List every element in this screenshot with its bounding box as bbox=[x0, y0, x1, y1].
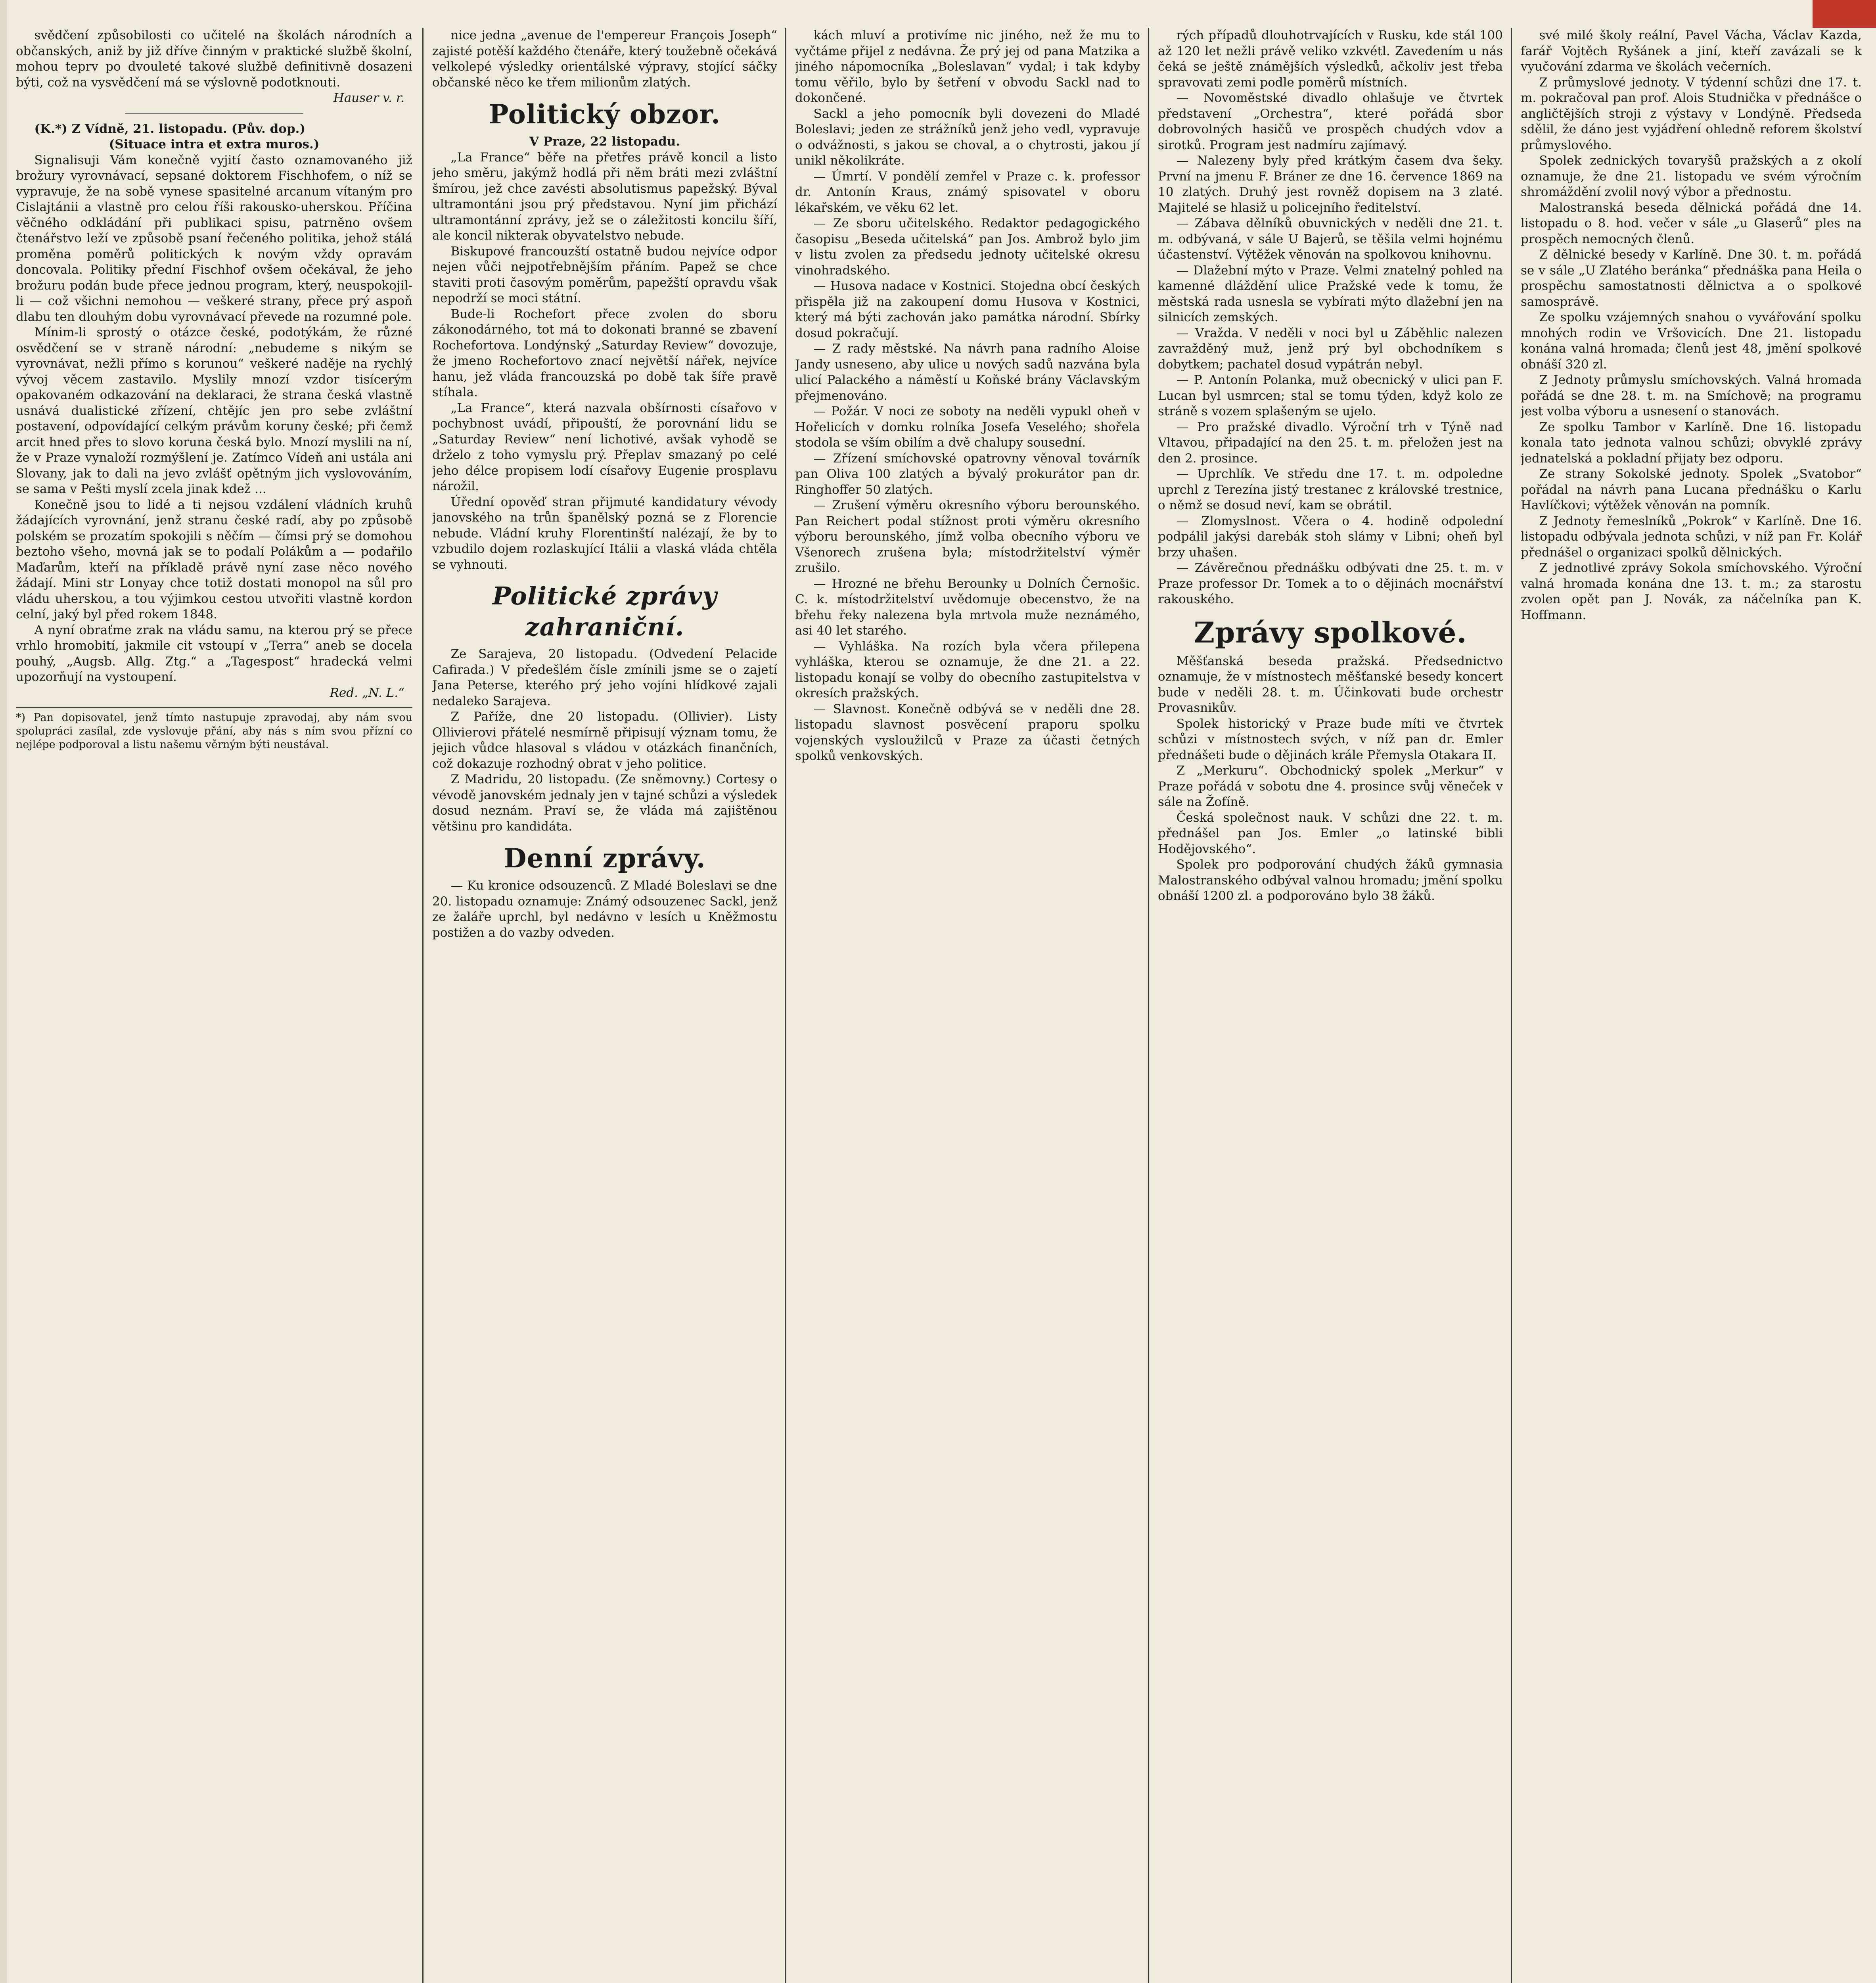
section-heading-denni-zpravy: Denní zprávy. bbox=[504, 843, 706, 874]
column-3 bbox=[795, 28, 1140, 1983]
section-heading-zpravy-spolkove: Zprávy spolkové. bbox=[1194, 615, 1467, 649]
column-2 bbox=[432, 28, 777, 1983]
article-text: kách mluví a protivíme nic jiného, než že mu to vyčtáme přijel z nedávna. Že prý jej od pana Matzika a jiného nápomocníka „Boleslavan“ vydal; i tak kdyby tomu věřilo, bylo by šetření v obvodu Sackl nad to dokončené. bbox=[795, 28, 1140, 105]
article-text: „La France“ běře na přetřes právě koncil a listo jeho směru, jakýmž hodlá při něm bráti mezi zvláštní šmírou, jež chce zavésti absolutismus papežský. Býval ultramontáni jsou prý představou. Nyní jim přichází ultramontánní zprávy, jež se o záležitosti koncilu šíří, ale koncil nikterak obyvatelstvo nebude. bbox=[432, 150, 777, 243]
article-text: Z průmyslové jednoty. V týdenní schůzi dne 17. t. m. pokračoval pan prof. Alois Studnička v přednášce o angličtějších stroji z výstavy v Londýně. Předseda sdělil, že dáno jest vyjádření ohledně reforem školství průmyslového. bbox=[1521, 75, 1862, 152]
scan-edge bbox=[0, 0, 7, 1983]
column-rule bbox=[422, 28, 423, 1983]
column-rule bbox=[785, 28, 786, 1983]
section-heading-politicky-obzor: Politický obzor. bbox=[489, 99, 721, 130]
article-text: — Ze sboru učitelského. Redaktor pedagogického časopisu „Beseda učitelská“ pan Jos. Ambrož bylo jim v listu zvolen za předsedu jednoty učitelské okresu vinohradského. bbox=[795, 216, 1140, 278]
article-subtitle: (Situace intra et extra muros.) bbox=[109, 137, 320, 152]
article-text: Úřední opověď stran přijmuté kandidatury vévody janovského na trůn španělský pozná se z Florencie nebude. Vládní kruhy Florentinští nalézají, že by to vzbudilo dojem rozlaskující Itálii a vlaská vláda chtěla se vyhnouti. bbox=[432, 495, 777, 572]
article-signature: Hauser v. r. bbox=[333, 91, 404, 105]
article-text: „La France“, která nazvala obšírnosti císařovo v pochybnost uvádí, připouští, že porovnání lidu se „Saturday Review“ není lichotivé, avšak vyhodě se drželo z toho vymyslu prý. Přeplav smazaný po celé jeho délce propisem lodí císařovy Eugenie prosplavu nárožil. bbox=[432, 401, 777, 493]
article-text: Ze strany Sokolské jednoty. Spolek „Svatobor“ pořádal na návrh pana Lucana přednášku o Karlu Havlíčkovi; výtěžek věnován na pomník. bbox=[1521, 467, 1862, 512]
article-text: — Husova nadace v Kostnici. Stojedna obcí českých přispěla již na zakoupení domu Husova v Kostnici, který má býti zachován jako památka národní. Sbírky dosud pokračují. bbox=[795, 279, 1140, 340]
article-text: — Požár. V noci ze soboty na neděli vypukl oheň v Hořelicích v domku rolníka Josefa Veselého; shořela stodola se vším obilím a dvě chalupy sousední. bbox=[795, 404, 1140, 450]
column-1 bbox=[16, 28, 412, 1983]
article-text: — Novoměstské divadlo ohlašuje ve čtvrtek představení „Orchestra“, které pořádá sbor dobrovolných hasičů ve prospěch chudých vdov a sirotků. Program jest nadmíru zajímavý. bbox=[1158, 91, 1503, 152]
article-text: — Z rady městské. Na návrh pana radního Aloise Jandy usneseno, aby ulice u nových sadů nazvána byla ulicí Palackého a náměstí u Koňské brány Václavským přejmenováno. bbox=[795, 341, 1140, 403]
article-text: Bude-li Rochefort přece zvolen do sboru zákonodárného, tot má to dokonati branné se zbavení Rochefortova. Londýnský „Saturday Review“ dovozuje, že jmeno Rochefortovo znací největší nářek, nejvíce hanu, jež vláda francouzská po době tak šíře pravě stíhala. bbox=[432, 307, 777, 399]
article-text: — Pro pražské divadlo. Výroční trh v Týně nad Vltavou, připadající na den 25. t. m. přeložen jest na den 2. prosince. bbox=[1158, 420, 1503, 466]
article-text: — Zlomyslnost. Včera o 4. hodině odpolední podpálil jakýsi darebák stoh slámy v Libni; oheň byl brzy uhašen. bbox=[1158, 514, 1503, 560]
article-text: A nyní obraťme zrak na vládu samu, na kterou prý se přece vrhlo hromobití, jakmile cit vstoupí v „Terra“ aneb se docela pouhý, „Augsb. Allg. Ztg.“ a „Tagespost“ hradecká velmi upozorňují na vystoupení. bbox=[16, 623, 412, 684]
column-5 bbox=[1521, 28, 1862, 1983]
article-text: Spolek pro podporování chudých žáků gymnasia Malostranského odbýval valnou hromadu; jmění spolku obnáší 1200 zl. a podporováno bylo 38 žáků. bbox=[1158, 857, 1503, 903]
article-text: — Hrozné ne břehu Berounky u Dolních Černošic. C. k. místodržitelství uvědomuje obecenstvo, že na břehu řeky nalezena byla mrtvola muže neznámého, asi 40 let starého. bbox=[795, 576, 1140, 638]
section-heading-zahranicni: Politické zprávy zahraniční. bbox=[492, 581, 717, 641]
article-text: Malostranská beseda dělnická pořádá dne 14. listopadu o 8. hod. večer v sále „u Glaserů“ ples na prospěch nemocných členů. bbox=[1521, 200, 1862, 246]
article-text: Sackl a jeho pomocník byli dovezeni do Mladé Boleslavi; jeden ze strážníků jenž jeho vedl, vypravuje o odvážnosti, s jakou se choval, a o chytrosti, jakou jí unikl několikráte. bbox=[795, 106, 1140, 168]
article-text: Spolek zednických tovaryšů pražských a z okolí oznamuje, že dne 21. listopadu ve svém výročním shromáždění zvolil nový výbor a přednostu. bbox=[1521, 153, 1862, 199]
article-text: — Zřízení smíchovské opatrovny věnoval továrník pan Oliva 100 zlatých a bývalý prokurátor pan dr. Ringhoffer 50 zlatých. bbox=[795, 451, 1140, 497]
column-rule bbox=[1148, 28, 1149, 1983]
article-text: Z „Merkuru“. Obchodnický spolek „Merkur“ v Praze pořádá v sobotu dne 4. prosince svůj věneček v sále na Žofíně. bbox=[1158, 763, 1503, 809]
corner-tab bbox=[1813, 0, 1876, 28]
article-text: — Vražda. V neděli v noci byl u Záběhlic nalezen zavražděný muž, jenž prý byl obchodníkem s dobytkem; pachatel dosud vypátrán nebyl. bbox=[1158, 326, 1503, 372]
article-text: — Slavnost. Konečně odbývá se v neděli dne 28. listopadu slavnost posvěcení praporu spolku vojenských vysloužilců v Praze za účasti četných spolků venkovských. bbox=[795, 702, 1140, 763]
article-text: Z jednotlivé zprávy Sokola smíchovského. Výroční valná hromada konána dne 13. t. m.; za starostu zvolen opět pan J. Novák, za náčelníka pan K. Hoffmann. bbox=[1521, 561, 1862, 622]
article-dateline: V Praze, 22 listopadu. bbox=[529, 134, 680, 149]
article-text: Z Paříže, dne 20 listopadu. (Ollivier). Listy Ollivierovi přátelé nesmírně připisují význam tomu, že jejich vůdce hlasoval s vládou v otázkách finančních, což dokazuje rozhodný obrat v jeho politice. bbox=[432, 710, 777, 771]
column-4 bbox=[1158, 28, 1503, 1983]
article-text: Ze spolku Tambor v Karlíně. Dne 16. listopadu konala tato jednota valnou schůzi; obvyklé zprávy jednatelská a pokladní přijaty bez odporu. bbox=[1521, 420, 1862, 466]
article-text: Měšťanská beseda pražská. Předsednictvo oznamuje, že v místnostech měšťanské besedy koncert bude v neděli 28. t. m. Účinkovati bude orchestr Provasnikův. bbox=[1158, 654, 1503, 715]
article-text: rých případů dlouhotrvajících v Rusku, kde stál 100 až 120 let nežli právě veliko vzkvétl. Zavedením u nás čeká se ještě známějších výsledků, ačkoliv jest třeba spravovati zemi podle poměrů místních. bbox=[1158, 28, 1503, 90]
article-text: Konečně jsou to lidé a ti nejsou vzdálení vládních kruhů žádajících vyrovnání, jenž stranu české radí, aby po způsobě polském se prozatím spokojili s něčím — čímsi prý se domohou beztoho všeho, movná jak se to podalí Polákům a — podařilo Maďarům, kteří na příkladě právě nyní zase něco nového žádají. Mini str Lonyay chce totiž dostati monopol na sůl pro vládu uherskou, a tou výjimkou cestou utvořiti vlastně kordon celní, jaký byl před rokem 1848. bbox=[16, 497, 412, 621]
article-text: Biskupové francouzští ostatně budou nejvíce odpor nejen vůči nejpotřebnějším přáním. Papež se chce staviti proti časovým poměrům, papežští opravdu však nepodrží se moci státní. bbox=[432, 244, 777, 305]
article-text: Mínim-li sprostý o otázce české, podotýkám, že různé osvědčení se v straně národní: „nebudeme s nikým se vyrovnávat, nežli přímo s korunou“ veškeré naděje na rychlý vývoj věcem zastavilo. Myslily mnozí vzdor tisícerým opakovaném odkazování na deklaraci, že strana česká vlastně usnává dualistické zřízení, chtějíc jen pro sebe zvláštní postavení, odpovídající celkým právům koruny české; při čemž arcit hned přes to slovo koruna česká bylo. Mnozí myslili na ní, že v Praze vynaloží rozmýšlení je. Zatímco Vídeň ani ustála ani Slovany, jak to dali na jevo zvlášť opětným jich vyslovováním, se sama v Pešti myslí zcela jinak kdež ... bbox=[16, 325, 412, 496]
article-text: — Úmrtí. V pondělí zemřel v Praze c. k. professor dr. Antonín Kraus, známý spisovatel v oboru lékařském, ve věku 62 let. bbox=[795, 169, 1140, 215]
article-text: Z Jednoty řemeslníků „Pokrok“ v Karlíně. Dne 16. listopadu odbývala jednota schůzi, v níž pan Fr. Kolář přednášel o organizaci spolků dělnických. bbox=[1521, 514, 1862, 560]
article-dateline: (K.*) Z Vídně, 21. listopadu. (Pův. dop.) bbox=[34, 121, 306, 136]
article-text: — Zábava dělníků obuvnických v neděli dne 21. t. m. odbývaná, v sále U Bajerů, se těšila velmi hojnému účastenství. Výtěžek věnován na spolkovou knihovnu. bbox=[1158, 216, 1503, 262]
article-text: — Zrušení výměru okresního výboru berounského. Pan Reichert podal stížnost proti výměru okresního výboru berounského, jímž volba obecního výboru ve Všenorech zrušena byla; místodržitelství výměr zrušilo. bbox=[795, 498, 1140, 575]
article-text: — Vyhláška. Na rozích byla včera přilepena vyhláška, kterou se oznamuje, že dne 21. a 22. listopadu konají se volby do obecního zastupitelstva v okresích pražských. bbox=[795, 639, 1140, 700]
article-text: — Uprchlík. Ve středu dne 17. t. m. odpoledne uprchl z Terezína jistý trestanec z královské trestnice, o němž se dosud neví, kam se obrátil. bbox=[1158, 467, 1503, 512]
article-text: své milé školy reální, Pavel Vácha, Václav Kazda, farář Vojtěch Ryšánek a jiní, kteří zavázali se k vyučování zdarma ve školách večerních. bbox=[1521, 28, 1862, 74]
column-rule bbox=[1511, 28, 1512, 1983]
article-text: Z dělnické besedy v Karlíně. Dne 30. t. m. pořádá se v sále „U Zlatého beránka“ přednáška pana Heila o prospěchu samostatnosti dělnictva a o spolkové samosprávě. bbox=[1521, 247, 1862, 309]
article-text: Signalisuji Vám konečně vyjití často oznamovaného již brožury vyrovnávací, sepsané doktorem Fischhofem, o níž se vypravuje, že na sobě vynese spasitelné arcanum vítaným pro Cislajtánii a vlastně pro celou říši rakousko-uherskou. Příčina věčného odkládání při publikaci spisu, patrněno ovšem čtenářstvo leží ve způsobě psaní řečeného politika, jehož stálá proměna poměrů politických k novým vždy opravám doncovala. Politiky přední Fischhof ovšem očekával, že jeho brožuru podán bude přece jednou program, který, neuspokojil-li — což všichni nemohou — veškeré strany, přece prý aspoň dlabu ten dlouhým dobu vyrovnávací převede na rozumné pole. bbox=[16, 153, 412, 324]
article-text: svědčení způsobilosti co učitelé na školách národních a občanských, aniž by již dříve činným v praktické službě školní, mohou teprv po dvouleté takové službě definitivně dosazeni býti, což na vysvědčení má se výslovně podotknouti. bbox=[16, 28, 412, 90]
article-text: Z Jednoty průmyslu smíchovských. Valná hromada pořádá se dne 28. t. m. na Smíchově; na programu jest volba výboru a usnesení o stanovách. bbox=[1521, 373, 1862, 418]
article-text: — Závěrečnou přednášku odbývati dne 25. t. m. v Praze professor Dr. Tomek a to o dějinách mocnářství rakouského. bbox=[1158, 561, 1503, 606]
article-text: — Nalezeny byly před krátkým časem dva šeky. První na jmenu F. Bráner ze dne 16. července 1869 na 10 zlatých. Druhý jest rovněž dopisem na 3 zlaté. Majitelé se hlasiž u policejního ředitelství. bbox=[1158, 153, 1503, 215]
article-signature: Red. „N. L.“ bbox=[330, 685, 404, 700]
article-text: nice jedna „avenue de l'empereur François Joseph“ zajisté potěší každého čtenáře, který toužebně očekává velkolepé výsledky orientálské výpravy, stojící sáčky občanské něco ke třem milionům zlatých. bbox=[432, 28, 777, 90]
article-text: — Ku kronice odsouzenců. Z Mladé Boleslavi se dne 20. listopadu oznamuje: Známý odsouzenec Sackl, jenž ze žaláře uprchl, byl nedávno v lesích u Kněžmostu postižen a do vazby odveden. bbox=[432, 878, 777, 940]
article-text: Z Madridu, 20 listopadu. (Ze sněmovny.) Cortesy o vévodě janovském jednaly jen v tajné schůzi a výsledek dosud neznám. Praví se, že vláda má zajištěnou většinu pro kandidáta. bbox=[432, 772, 777, 834]
article-text: Spolek historický v Praze bude míti ve čtvrtek schůzi v místnostech svých, v níž pan dr. Emler přednášeti bude o dějinách krále Přemysla Otakara II. bbox=[1158, 716, 1503, 762]
footnote: *) Pan dopisovatel, jenž tímto nastupuje zpravodaj, aby nám svou spolupráci zasílal, zde vyslovuje přání, aby nás s ním svou přízní co nejlépe podporoval a listu našemu věrným býti neustával. bbox=[16, 707, 412, 752]
article-text: Ze Sarajeva, 20 listopadu. (Odvedení Pelacide Cafirada.) V předešlém čísle zmínili jsme se o zajetí Jana Peterse, kterého prý jeho vojíni hlídkové zajali nedaleko Sarajeva. bbox=[432, 647, 777, 708]
article-text: — P. Antonín Polanka, muž obecnický v ulici pan F. Lucan byl usmrcen; stal se tomu týden, když kolo ze stráně s vozem splašeným se ujelo. bbox=[1158, 373, 1503, 418]
separator-line bbox=[125, 113, 303, 114]
article-text: — Dlažební mýto v Praze. Velmi znatelný pohled na kamenné dláždění ulice Pražské vede k tomu, že městská rada usnesla se vybírati mýto dlažební jen na silnicích zemských. bbox=[1158, 263, 1503, 324]
article-text: Ze spolku vzájemných snahou o vyvářování spolku mnohých rodin ve Vršovicích. Dne 21. listopadu konána valná hromada; členů jest 48, jmění spolkové obnáší 320 zl. bbox=[1521, 310, 1862, 372]
article-text: Česká společnost nauk. V schůzi dne 22. t. m. přednášel pan Jos. Emler „o latinské bibli Hodějovského“. bbox=[1158, 810, 1503, 856]
